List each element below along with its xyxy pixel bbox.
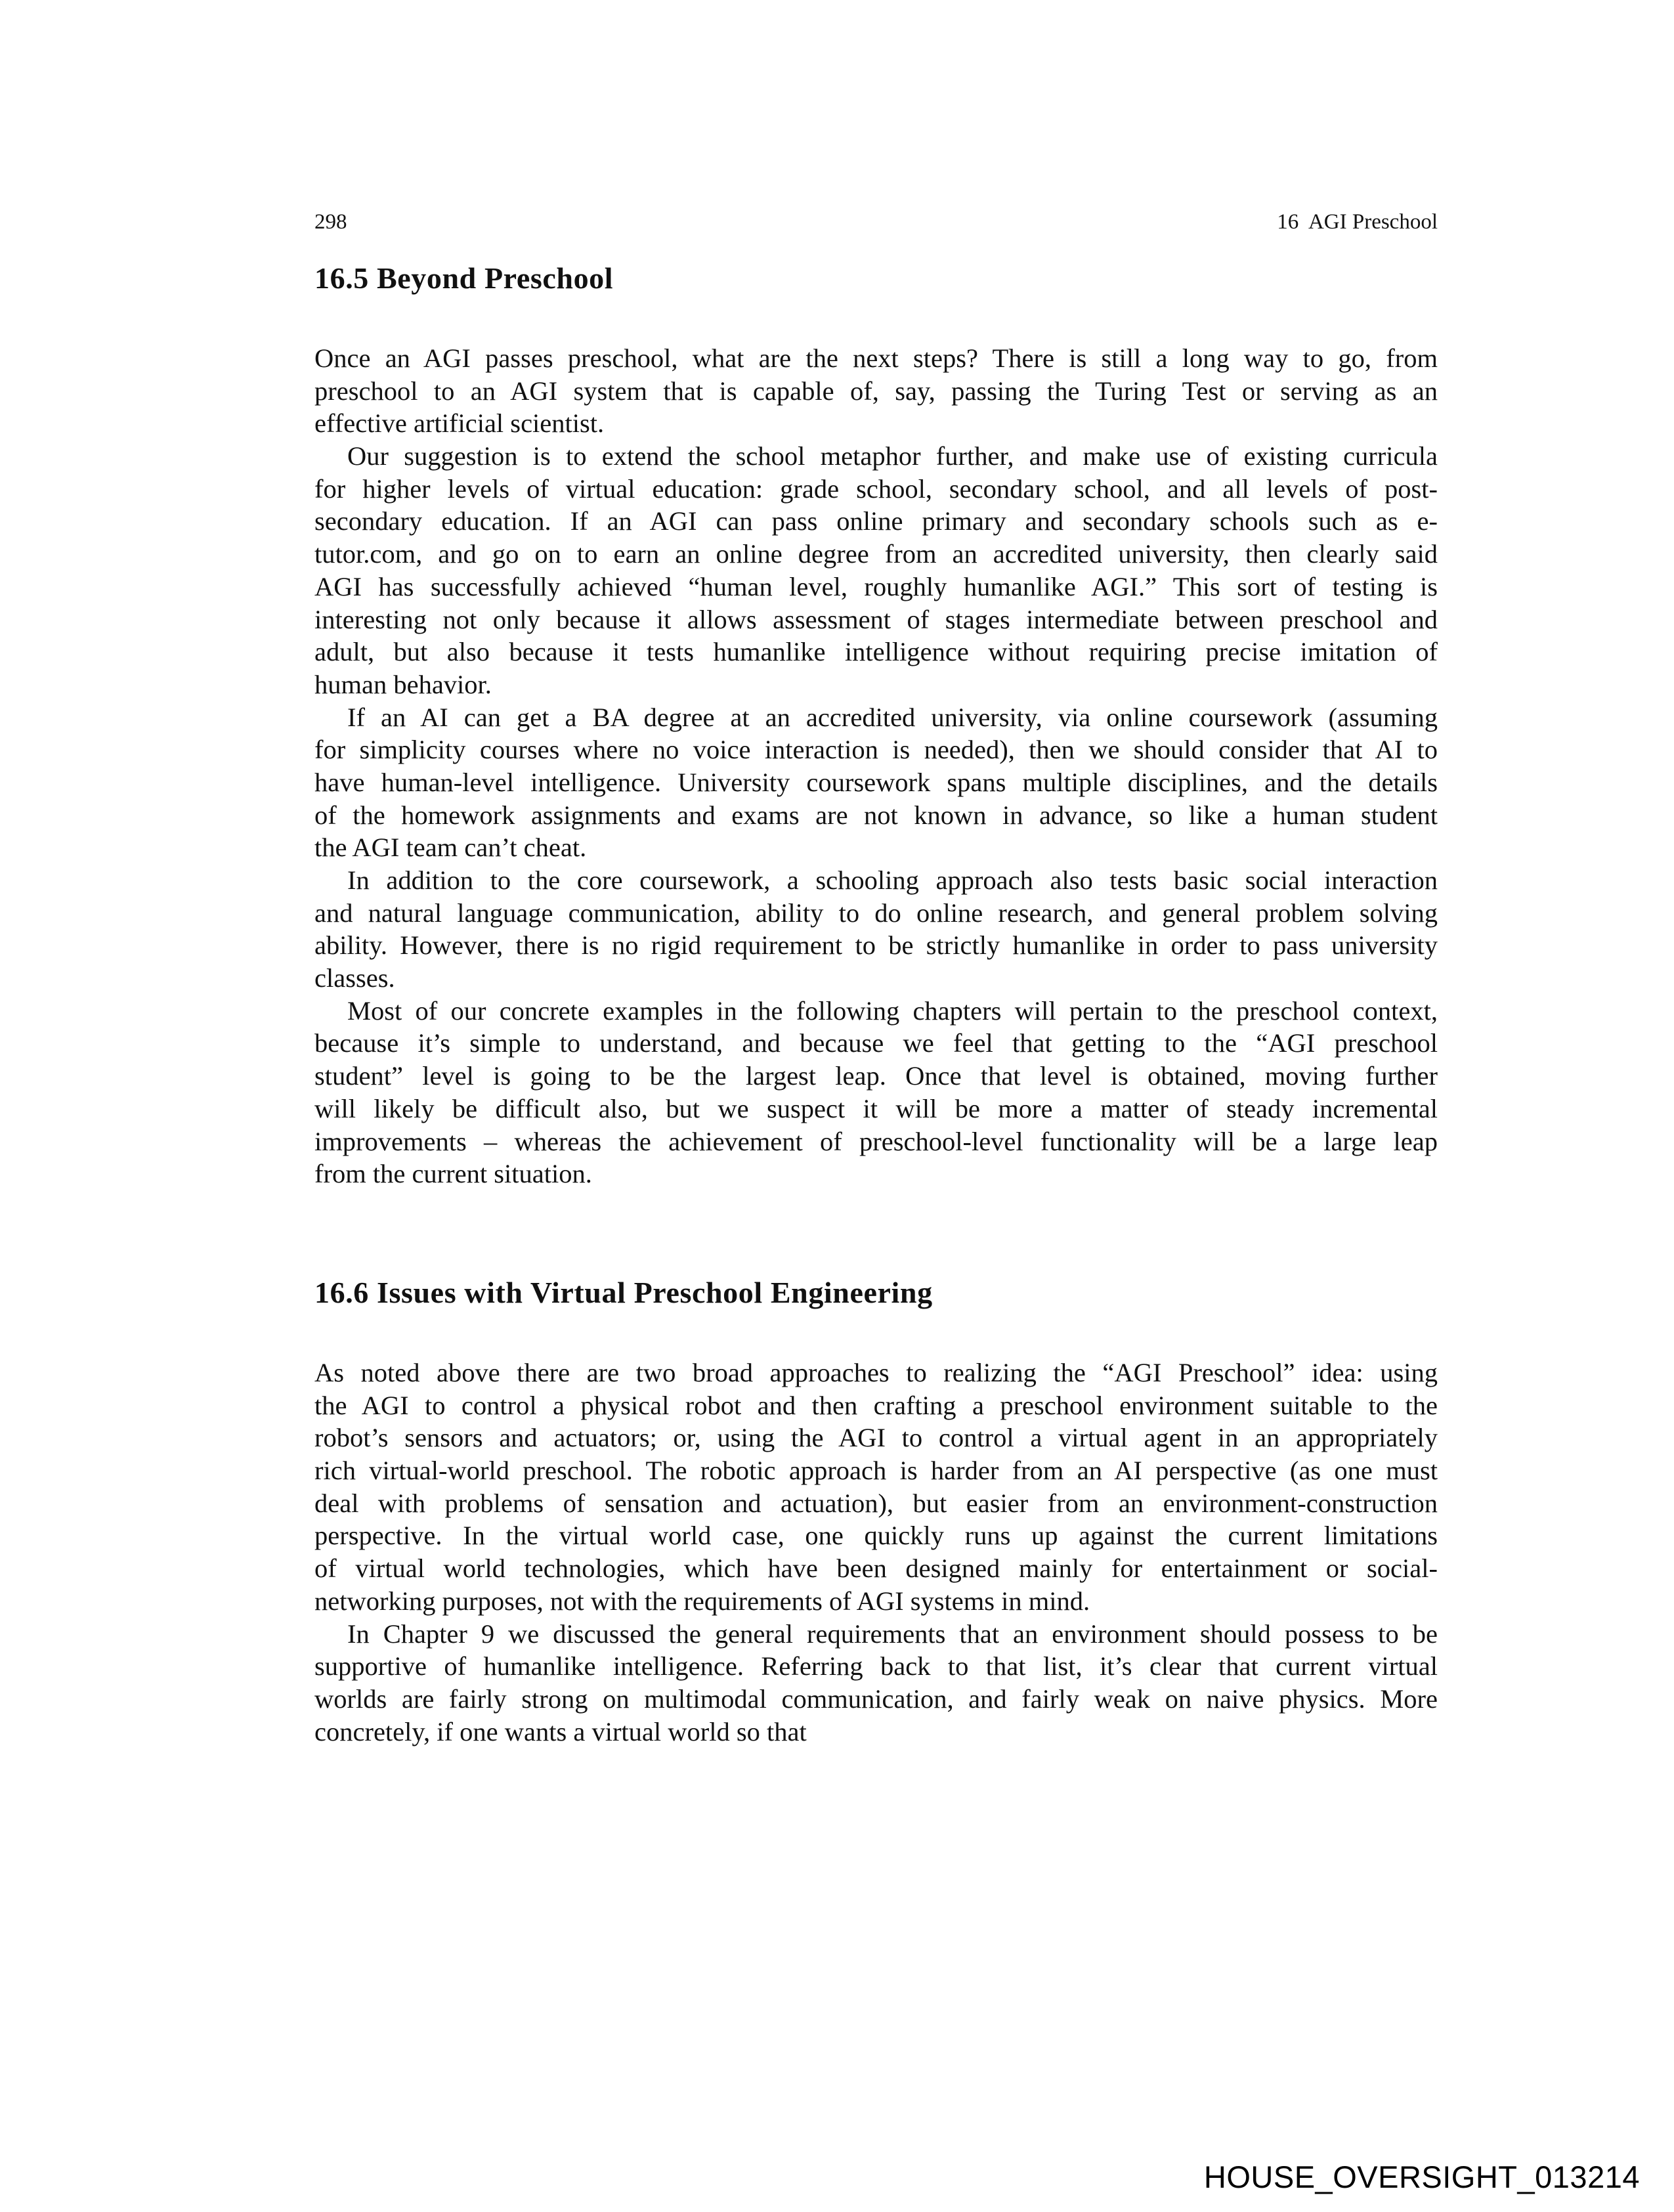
text-line: perspective. In the virtual world case, one quickly runs up against the current limitations: [314, 1521, 1438, 1551]
paragraph: [314, 701, 1438, 864]
text-line: improvements – whereas the achievement of preschool-level functionality will be a large leap: [314, 1126, 1438, 1156]
paragraph: [314, 342, 1438, 440]
text-line: If an AI can get a BA degree at an accredited university, via online coursework (assuming: [347, 702, 1438, 732]
text-line: effective artificial scientist.: [314, 408, 605, 439]
text-line: In addition to the core coursework, a schooling approach also tests basic social interaction: [347, 865, 1438, 895]
text-line: In Chapter 9 we discussed the general requirements that an environment should possess to be: [347, 1618, 1438, 1649]
chapter-title: 16 AGI Preschool: [1277, 210, 1438, 234]
paragraph: [314, 995, 1438, 1190]
text-line: Our suggestion is to extend the school metaphor further, and make use of existing curricula: [347, 441, 1438, 471]
text-line: Most of our concrete examples in the following chapters will pertain to the preschool context,: [347, 995, 1438, 1026]
text-line: of virtual world technologies, which have been designed mainly for entertainment or social-: [314, 1553, 1438, 1584]
text-line: tutor.com, and go on to earn an online degree from an accredited university, then clearly said: [314, 539, 1438, 569]
text-line: the AGI team can’t cheat.: [314, 833, 587, 863]
running-head: [314, 209, 1438, 235]
text-line: As noted above there are two broad approaches to realizing the “AGI Preschool” idea: using: [314, 1358, 1438, 1387]
text-line: student” level is going to be the largest leap. Once that level is obtained, moving further: [314, 1061, 1438, 1091]
text-line: preschool to an AGI system that is capable of, say, passing the Turing Test or serving as an: [314, 376, 1438, 406]
text-line: supportive of humanlike intelligence. Referring back to that list, it’s clear that current virtual: [314, 1651, 1438, 1681]
text-line: have human-level intelligence. University coursework spans multiple disciplines, and the details: [314, 767, 1438, 797]
text-line: from the current situation.: [314, 1159, 592, 1189]
section-16-6-body: [314, 1356, 1438, 1748]
text-line: human behavior.: [314, 669, 492, 699]
text-line: Once an AGI passes preschool, what are the next steps? There is still a long way to go, from: [314, 343, 1438, 373]
text-line: robot’s sensors and actuators; or, using the AGI to control a virtual agent in an appropriately: [314, 1423, 1438, 1453]
text-line: concretely, if one wants a virtual world so that: [314, 1716, 807, 1746]
page-number: 298: [314, 210, 347, 234]
section-heading-16-5: 16.5 Beyond Preschool: [314, 261, 614, 295]
text-line: networking purposes, not with the requirements of AGI systems in mind.: [314, 1586, 1090, 1616]
text-line: classes.: [314, 963, 395, 993]
paragraph: [314, 864, 1438, 995]
text-line: for higher levels of virtual education: grade school, secondary school, and all levels of post-: [314, 473, 1438, 504]
text-line: will likely be difficult also, but we suspect it will be more a matter of steady incremental: [314, 1093, 1438, 1123]
section-heading-16-6: 16.6 Issues with Virtual Preschool Engineering: [314, 1276, 933, 1309]
section-16-5-body: [314, 342, 1438, 1190]
paragraph: [314, 440, 1438, 701]
text-line: secondary education. If an AGI can pass online primary and secondary schools such as e-: [314, 506, 1438, 536]
paragraph: [314, 1356, 1438, 1618]
bates-stamp: HOUSE_OVERSIGHT_013214: [1203, 2159, 1640, 2194]
text-line: the AGI to control a physical robot and then crafting a preschool environment suitable to the: [314, 1390, 1438, 1420]
text-line: adult, but also because it tests humanlike intelligence without requiring precise imitation of: [314, 637, 1438, 667]
text-line: rich virtual-world preschool. The robotic approach is harder from an AI perspective (as one must: [314, 1456, 1438, 1486]
text-line: deal with problems of sensation and actuation), but easier from an environment-construction: [314, 1488, 1438, 1518]
text-line: ability. However, there is no rigid requirement to be strictly humanlike in order to pass university: [314, 930, 1438, 961]
text-line: AGI has successfully achieved “human level, roughly humanlike AGI.” This sort of testing is: [314, 571, 1438, 601]
text-line: and natural language communication, ability to do online research, and general problem solving: [314, 898, 1438, 928]
text-line: because it’s simple to understand, and because we feel that getting to the “AGI preschool: [314, 1028, 1438, 1058]
text-line: worlds are fairly strong on multimodal communication, and fairly weak on naive physics. More: [314, 1683, 1438, 1714]
paragraph: [314, 1618, 1438, 1748]
text-line: for simplicity courses where no voice interaction is needed), then we should consider that AI to: [314, 735, 1438, 765]
text-line: of the homework assignments and exams are not known in advance, so like a human student: [314, 800, 1438, 830]
text-line: interesting not only because it allows assessment of stages intermediate between preschool and: [314, 604, 1438, 634]
